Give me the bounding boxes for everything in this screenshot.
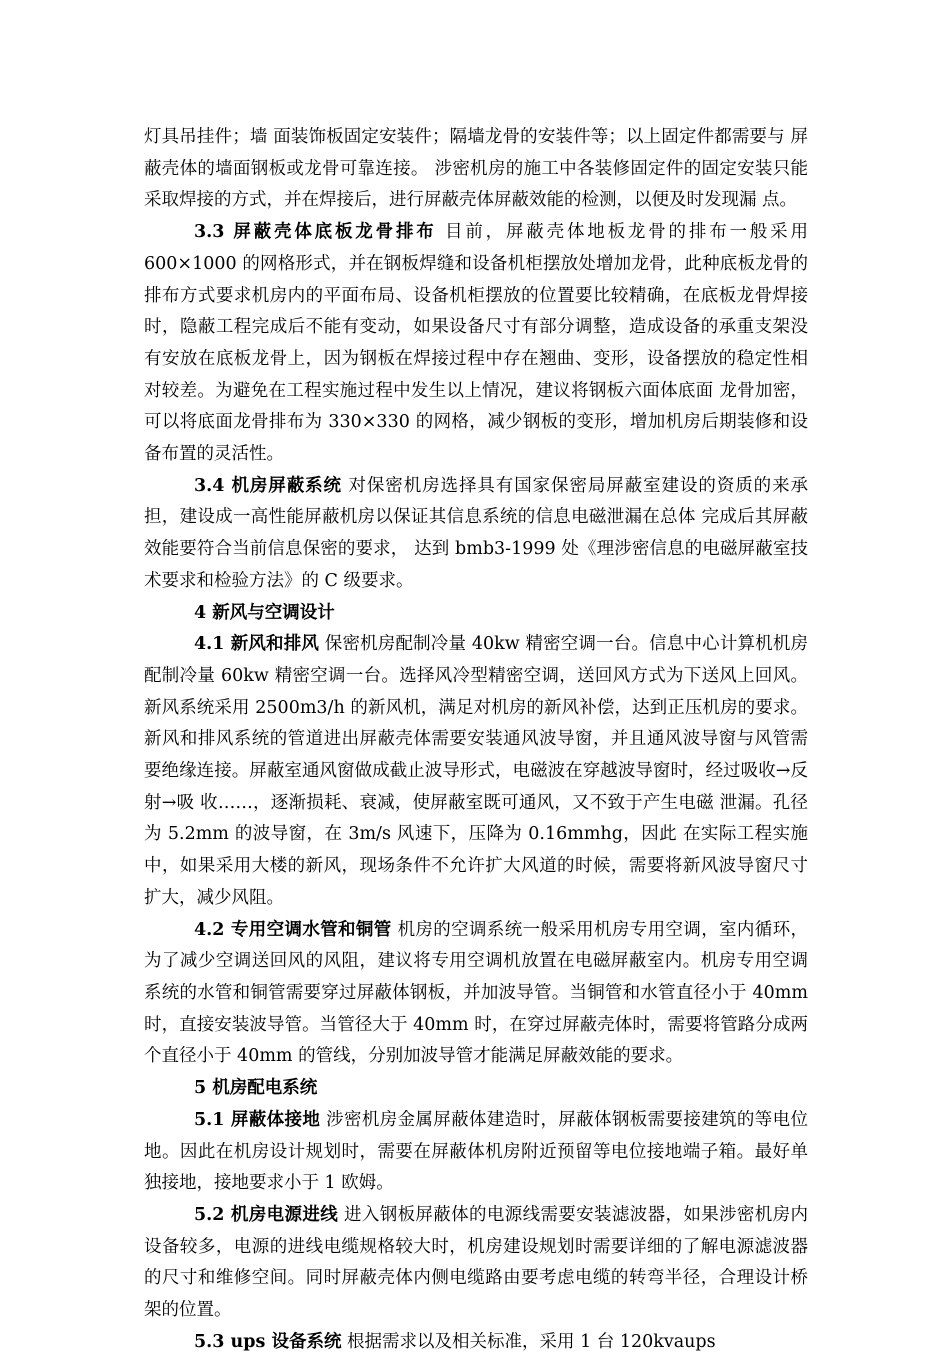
- section-4-1: [144, 629, 808, 914]
- section-5-2-heading: 5.2 机房电源进线: [194, 1204, 339, 1225]
- section-3-3-body: 目前，屏蔽壳体地板龙骨的排布一般采用 600×1000 的网格形式，并在钢板焊缝和设备机柜摆放处增加龙骨，此种底板龙骨的排布方式要求机房内的平面布局、设备机柜摆放的位置要比较精确，在底板龙骨焊接时，隐蔽工程完成后不能有变动，如果设备尺寸有部分调整，造成设备的承重支架没有安放在底板龙骨上，因为钢板在焊接过程中存在翘曲、变形，设备摆放的稳定性相对较差。为避免在工程实施过程中发生以上情况，建议将钢板六面体底面 龙骨加密，可以将底面龙骨排布为 330×330 的网格，减少钢板的变形，增加机房后期装修和设备布置的灵活性。: [144, 222, 808, 465]
- section-4-1-heading: 4.1 新风和排风: [194, 634, 320, 655]
- section-4-heading: 4 新风与空调设计: [194, 602, 335, 623]
- section-3-3: [144, 217, 808, 471]
- section-4-2-body: 机房的空调系统一般采用机房专用空调，室内循环，为了减少空调送回风的风阻，建议将专用空调机放置在电磁屏蔽室内。机房专用空调系统的水管和铜管需要穿过屏蔽体钢板，并加波导管。当铜管和水管直径小于 40mm 时，直接安装波导管。当管径大于 40mm 时，在穿过屏蔽壳体时，需要将管路分成两个直径小于 40mm 的管线，分别加波导管才能满足屏蔽效能的要求。: [144, 919, 808, 1067]
- section-5-3: [144, 1327, 808, 1358]
- section-3-4: [144, 471, 808, 598]
- section-4-1-body: 保密机房配制冷量 40kw 精密空调一台。信息中心计算机机房配制冷量 60kw 精密空调一台。选择风冷型精密空调，送回风方式为下送风上回风。新风系统采用 2500m3/h 的新风机，满足对机房的新风补偿，达到正压机房的要求。新风和排风系统的管道进出屏蔽壳体需要安装通风波导窗，并且通风波导窗与风管需要绝缘连接。屏蔽室通风窗做成截止波导形式，电磁波在穿越波导窗时，经过吸收→反射→吸 收……，逐渐损耗、衰减，使屏蔽室既可通风，又不致于产生电磁 泄漏。孔径为 5.2mm 的波导窗，在 3m/s 风速下，压降为 0.16mmhg，因此 在实际工程实施中，如果采用大楼的新风，现场条件不允许扩大风道的时候，需要将新风波导窗尺寸扩大，减少风阻。: [144, 634, 808, 908]
- paragraph-intro: [144, 122, 808, 217]
- section-5-3-body: 根据需求以及相关标准，采用 1 台 120kvaups: [341, 1331, 716, 1352]
- section-5-1: [144, 1105, 808, 1200]
- paragraph-intro-text: 灯具吊挂件；墙 面装饰板固定安装件；隔墙龙骨的安装件等；以上固定件都需要与 屏蔽壳体的墙面钢板或龙骨可靠连接。 涉密机房的施工中各装修固定件的固定安装只能采取焊接的方式，并在焊接后，进行屏蔽壳体屏蔽效能的检测，以便及时发现漏 点。: [144, 127, 808, 211]
- document-page: [144, 122, 808, 1358]
- section-5-2-body: 进入钢板屏蔽体的电源线需要安装滤波器，如果涉密机房内设备较多，电源的进线电缆规格较大时，机房建设规划时需要详细的了解电源滤波器的尺寸和维修空间。同时屏蔽壳体内侧电缆路由要考虑电缆的转弯半径，合理设计桥架的位置。: [144, 1204, 808, 1321]
- section-5-1-heading: 5.1 屏蔽体接地: [194, 1109, 321, 1130]
- section-3-3-heading: 3.3 屏蔽壳体底板龙骨排布: [194, 222, 437, 243]
- section-3-4-heading: 3.4 机房屏蔽系统: [194, 475, 342, 496]
- section-4-2-heading: 4.2 专用空调水管和铜管: [194, 919, 392, 940]
- section-5-2: [144, 1200, 808, 1327]
- section-3-4-body: 对保密机房选择具有国家保密局屏蔽室建设的资质的来承担，建设成一高性能屏蔽机房以保证其信息系统的信息电磁泄漏在总体 完成后其屏蔽效能要符合当前信息保密的要求， 达到 bmb3-1999 处《理涉密信息的电磁屏蔽室技术要求和检验方法》的 C 级要求。: [144, 475, 808, 591]
- section-5-3-heading: 5.3 ups 设备系统: [194, 1331, 342, 1352]
- section-5-1-body: 涉密机房金属屏蔽体建造时，屏蔽体钢板需要接建筑的等电位地。因此在机房设计规划时，需要在屏蔽体机房附近预留等电位接地端子箱。最好单独接地，接地要求小于 1 欧姆。: [144, 1109, 808, 1194]
- section-4-2: [144, 915, 808, 1074]
- section-5-heading: 5 机房配电系统: [194, 1078, 318, 1099]
